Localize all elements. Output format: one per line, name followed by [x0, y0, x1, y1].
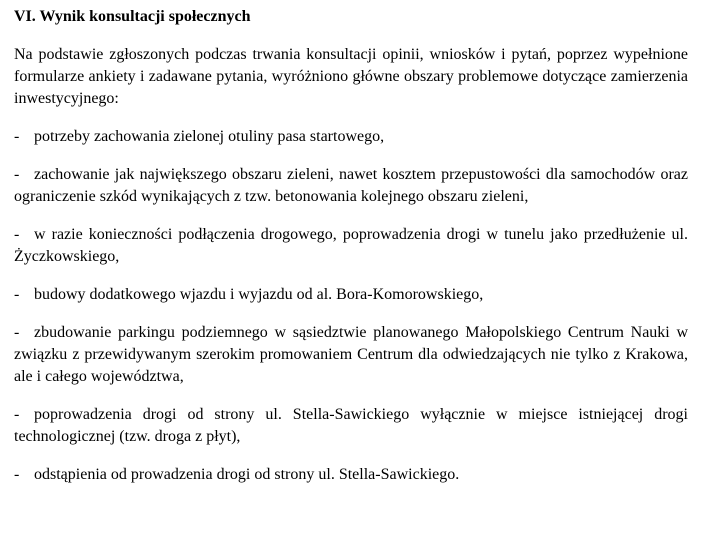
- list-item-text: poprowadzenia drogi od strony ul. Stella-Sawickiego wyłącznie w miejsce istniejącej drogi technologicznej (tzw. droga z płyt),: [14, 406, 688, 445]
- list-item-text: potrzeby zachowania zielonej otuliny pasa startowego,: [34, 128, 385, 145]
- list-item-text: zbudowanie parkingu podziemnego w sąsiedztwie planowanego Małopolskiego Centrum Nauki w związku z przewidywanym szerokim promowaniem Centrum dla odwiedzających nie tylko z Krakowa, ale i całego województwa,: [14, 324, 688, 385]
- bullet-dash: -: [14, 128, 20, 145]
- bullet-dash: -: [14, 226, 20, 243]
- bullet-dash: -: [14, 466, 20, 483]
- list-item-text: w razie konieczności podłączenia drogowego, poprowadzenia drogi w tunelu jako przedłużenie ul. Życzkowskiego,: [14, 226, 688, 265]
- bullet-dash: -: [14, 166, 20, 183]
- list-item-text: budowy dodatkowego wjazdu i wyjazdu od al. Bora-Komorowskiego,: [34, 286, 484, 303]
- list-item: [14, 464, 688, 486]
- list-item-text: odstąpienia od prowadzenia drogi od strony ul. Stella-Sawickiego.: [34, 466, 460, 483]
- list-item: [14, 164, 688, 208]
- section-heading: VI. Wynik konsultacji społecznych: [14, 8, 251, 25]
- list-item-text: zachowanie jak największego obszaru zieleni, nawet kosztem przepustowości dla samochodów oraz ograniczenie szkód wynikających z tzw. betonowania kolejnego obszaru zieleni,: [14, 166, 688, 205]
- bullet-dash: -: [14, 324, 20, 341]
- list-item: [14, 322, 688, 388]
- list-item: [14, 404, 688, 448]
- bullet-dash: -: [14, 286, 20, 303]
- intro-paragraph: Na podstawie zgłoszonych podczas trwania konsultacji opinii, wniosków i pytań, poprzez wypełnione formularze ankiety i zadawane pytania, wyróżniono główne obszary problemowe dotyczące zamierzenia inwestycyjnego:: [14, 46, 688, 107]
- problem-areas-list: [14, 126, 688, 486]
- bullet-dash: -: [14, 406, 20, 423]
- list-item: [14, 126, 688, 148]
- list-item: [14, 284, 688, 306]
- list-item: [14, 224, 688, 268]
